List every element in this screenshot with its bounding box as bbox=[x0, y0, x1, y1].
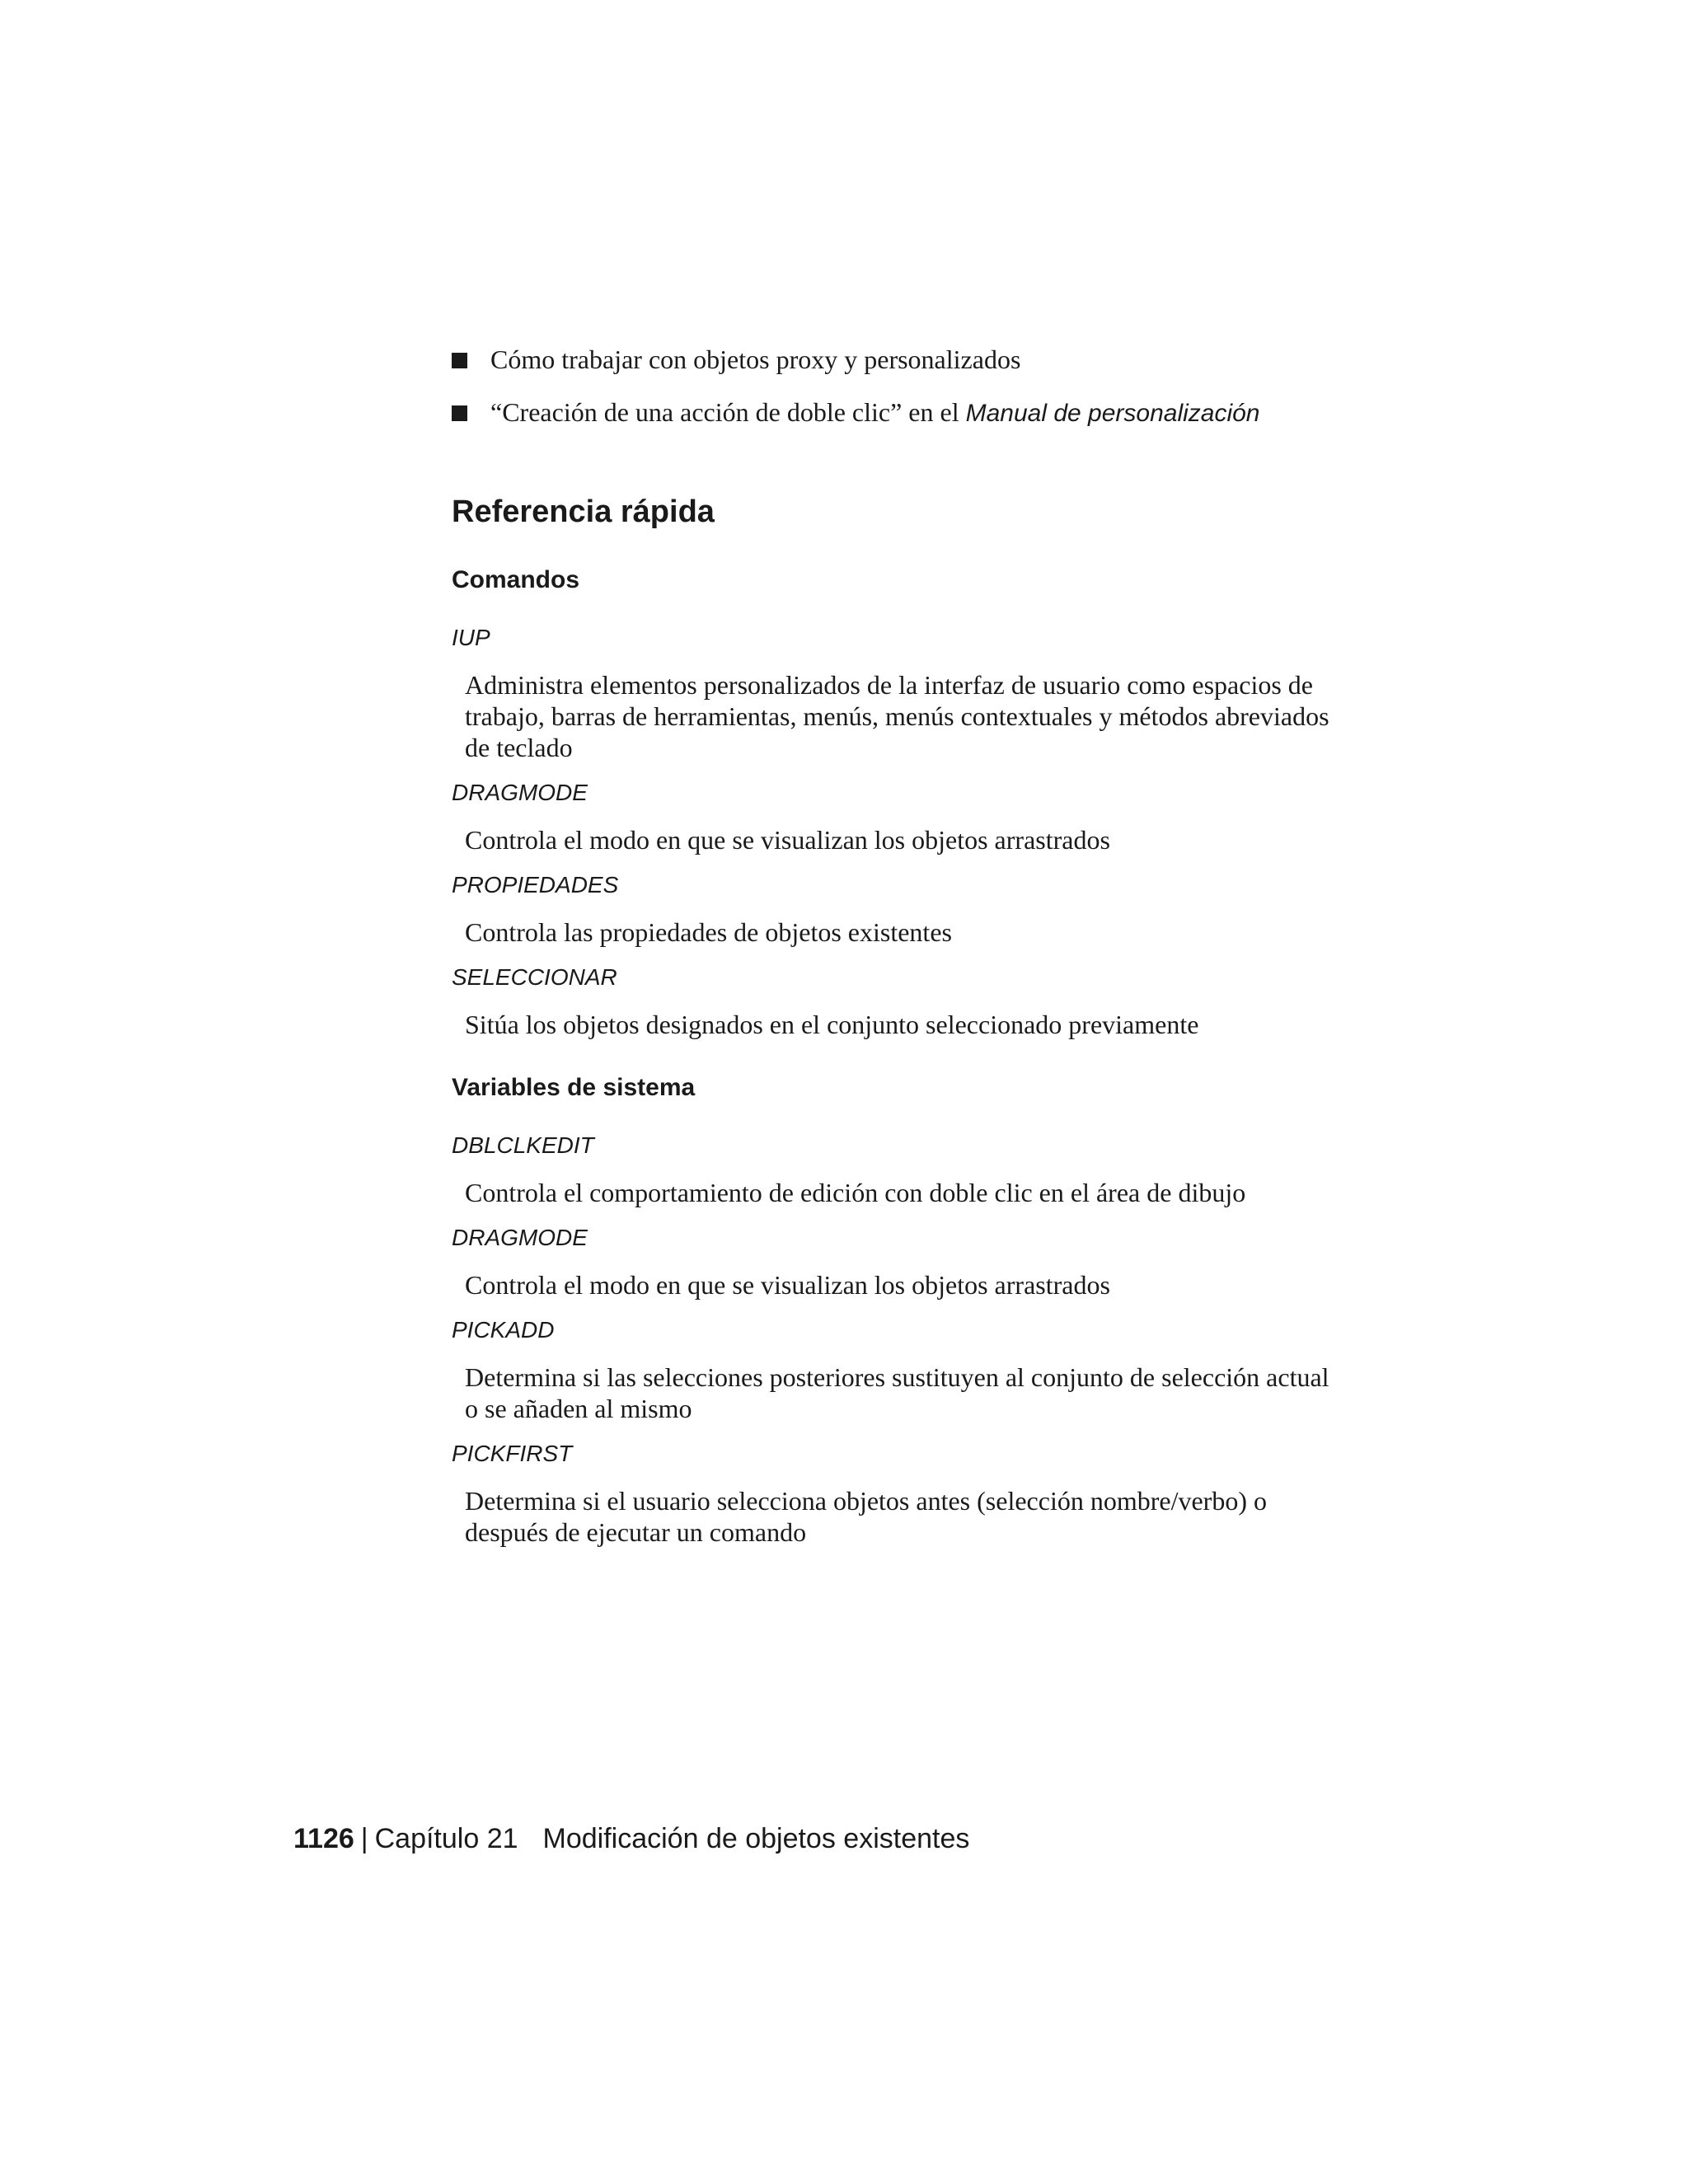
command-description: Administra elementos personalizados de la interfaz de usuario como espacios de trabajo, barras de herramientas, menús, menús contextuales y métodos abreviados de teclado bbox=[465, 670, 1329, 762]
bullet-item bbox=[452, 396, 1342, 430]
variable-description: Determina si las selecciones posteriores sustituyen al conjunto de selección actual o se añaden al mismo bbox=[465, 1362, 1329, 1423]
variable-description: Controla el modo en que se visualizan los objetos arrastrados bbox=[465, 1270, 1110, 1300]
variable-term: PICKADD bbox=[452, 1317, 555, 1343]
command-term: SELECCIONAR bbox=[452, 964, 617, 990]
bullet-text: Cómo trabajar con objetos proxy y personalizados bbox=[490, 344, 1021, 374]
variable-description: Determina si el usuario selecciona objetos antes (selección nombre/verbo) o después de ejecutar un comando bbox=[465, 1486, 1267, 1547]
footer-separator: | bbox=[360, 1823, 368, 1854]
chapter-title: Modificación de objetos existentes bbox=[542, 1823, 970, 1854]
system-variables-heading: Variables de sistema bbox=[452, 1074, 696, 1101]
manual-title: Manual de personalización bbox=[965, 400, 1260, 427]
related-links-list bbox=[452, 343, 1342, 430]
system-variables-list bbox=[452, 1131, 1342, 1548]
command-term: IUP bbox=[452, 625, 490, 650]
square-bullet-icon bbox=[452, 353, 467, 368]
commands-heading: Comandos bbox=[452, 566, 580, 593]
command-description: Sitúa los objetos designados en el conjunto seleccionado previamente bbox=[465, 1010, 1199, 1039]
main-content bbox=[452, 343, 1342, 1563]
chapter-label: Capítulo 21 bbox=[374, 1823, 518, 1854]
page-footer bbox=[293, 1821, 969, 1856]
quick-reference-heading: Referencia rápida bbox=[452, 494, 715, 529]
variable-term: DBLCLKEDIT bbox=[452, 1132, 594, 1158]
bullet-item bbox=[452, 343, 1342, 376]
commands-list bbox=[452, 623, 1342, 1040]
square-bullet-icon bbox=[452, 405, 467, 421]
command-term: PROPIEDADES bbox=[452, 872, 619, 898]
variable-term: PICKFIRST bbox=[452, 1441, 573, 1466]
variable-description: Controla el comportamiento de edición con doble clic en el área de dibujo bbox=[465, 1178, 1246, 1207]
variable-term: DRAGMODE bbox=[452, 1225, 588, 1250]
bullet-text: “Creación de una acción de doble clic” en el bbox=[490, 397, 966, 427]
command-term: DRAGMODE bbox=[452, 780, 588, 805]
command-description: Controla el modo en que se visualizan los objetos arrastrados bbox=[465, 825, 1110, 855]
command-description: Controla las propiedades de objetos existentes bbox=[465, 917, 952, 947]
page-number: 1126 bbox=[293, 1823, 354, 1854]
